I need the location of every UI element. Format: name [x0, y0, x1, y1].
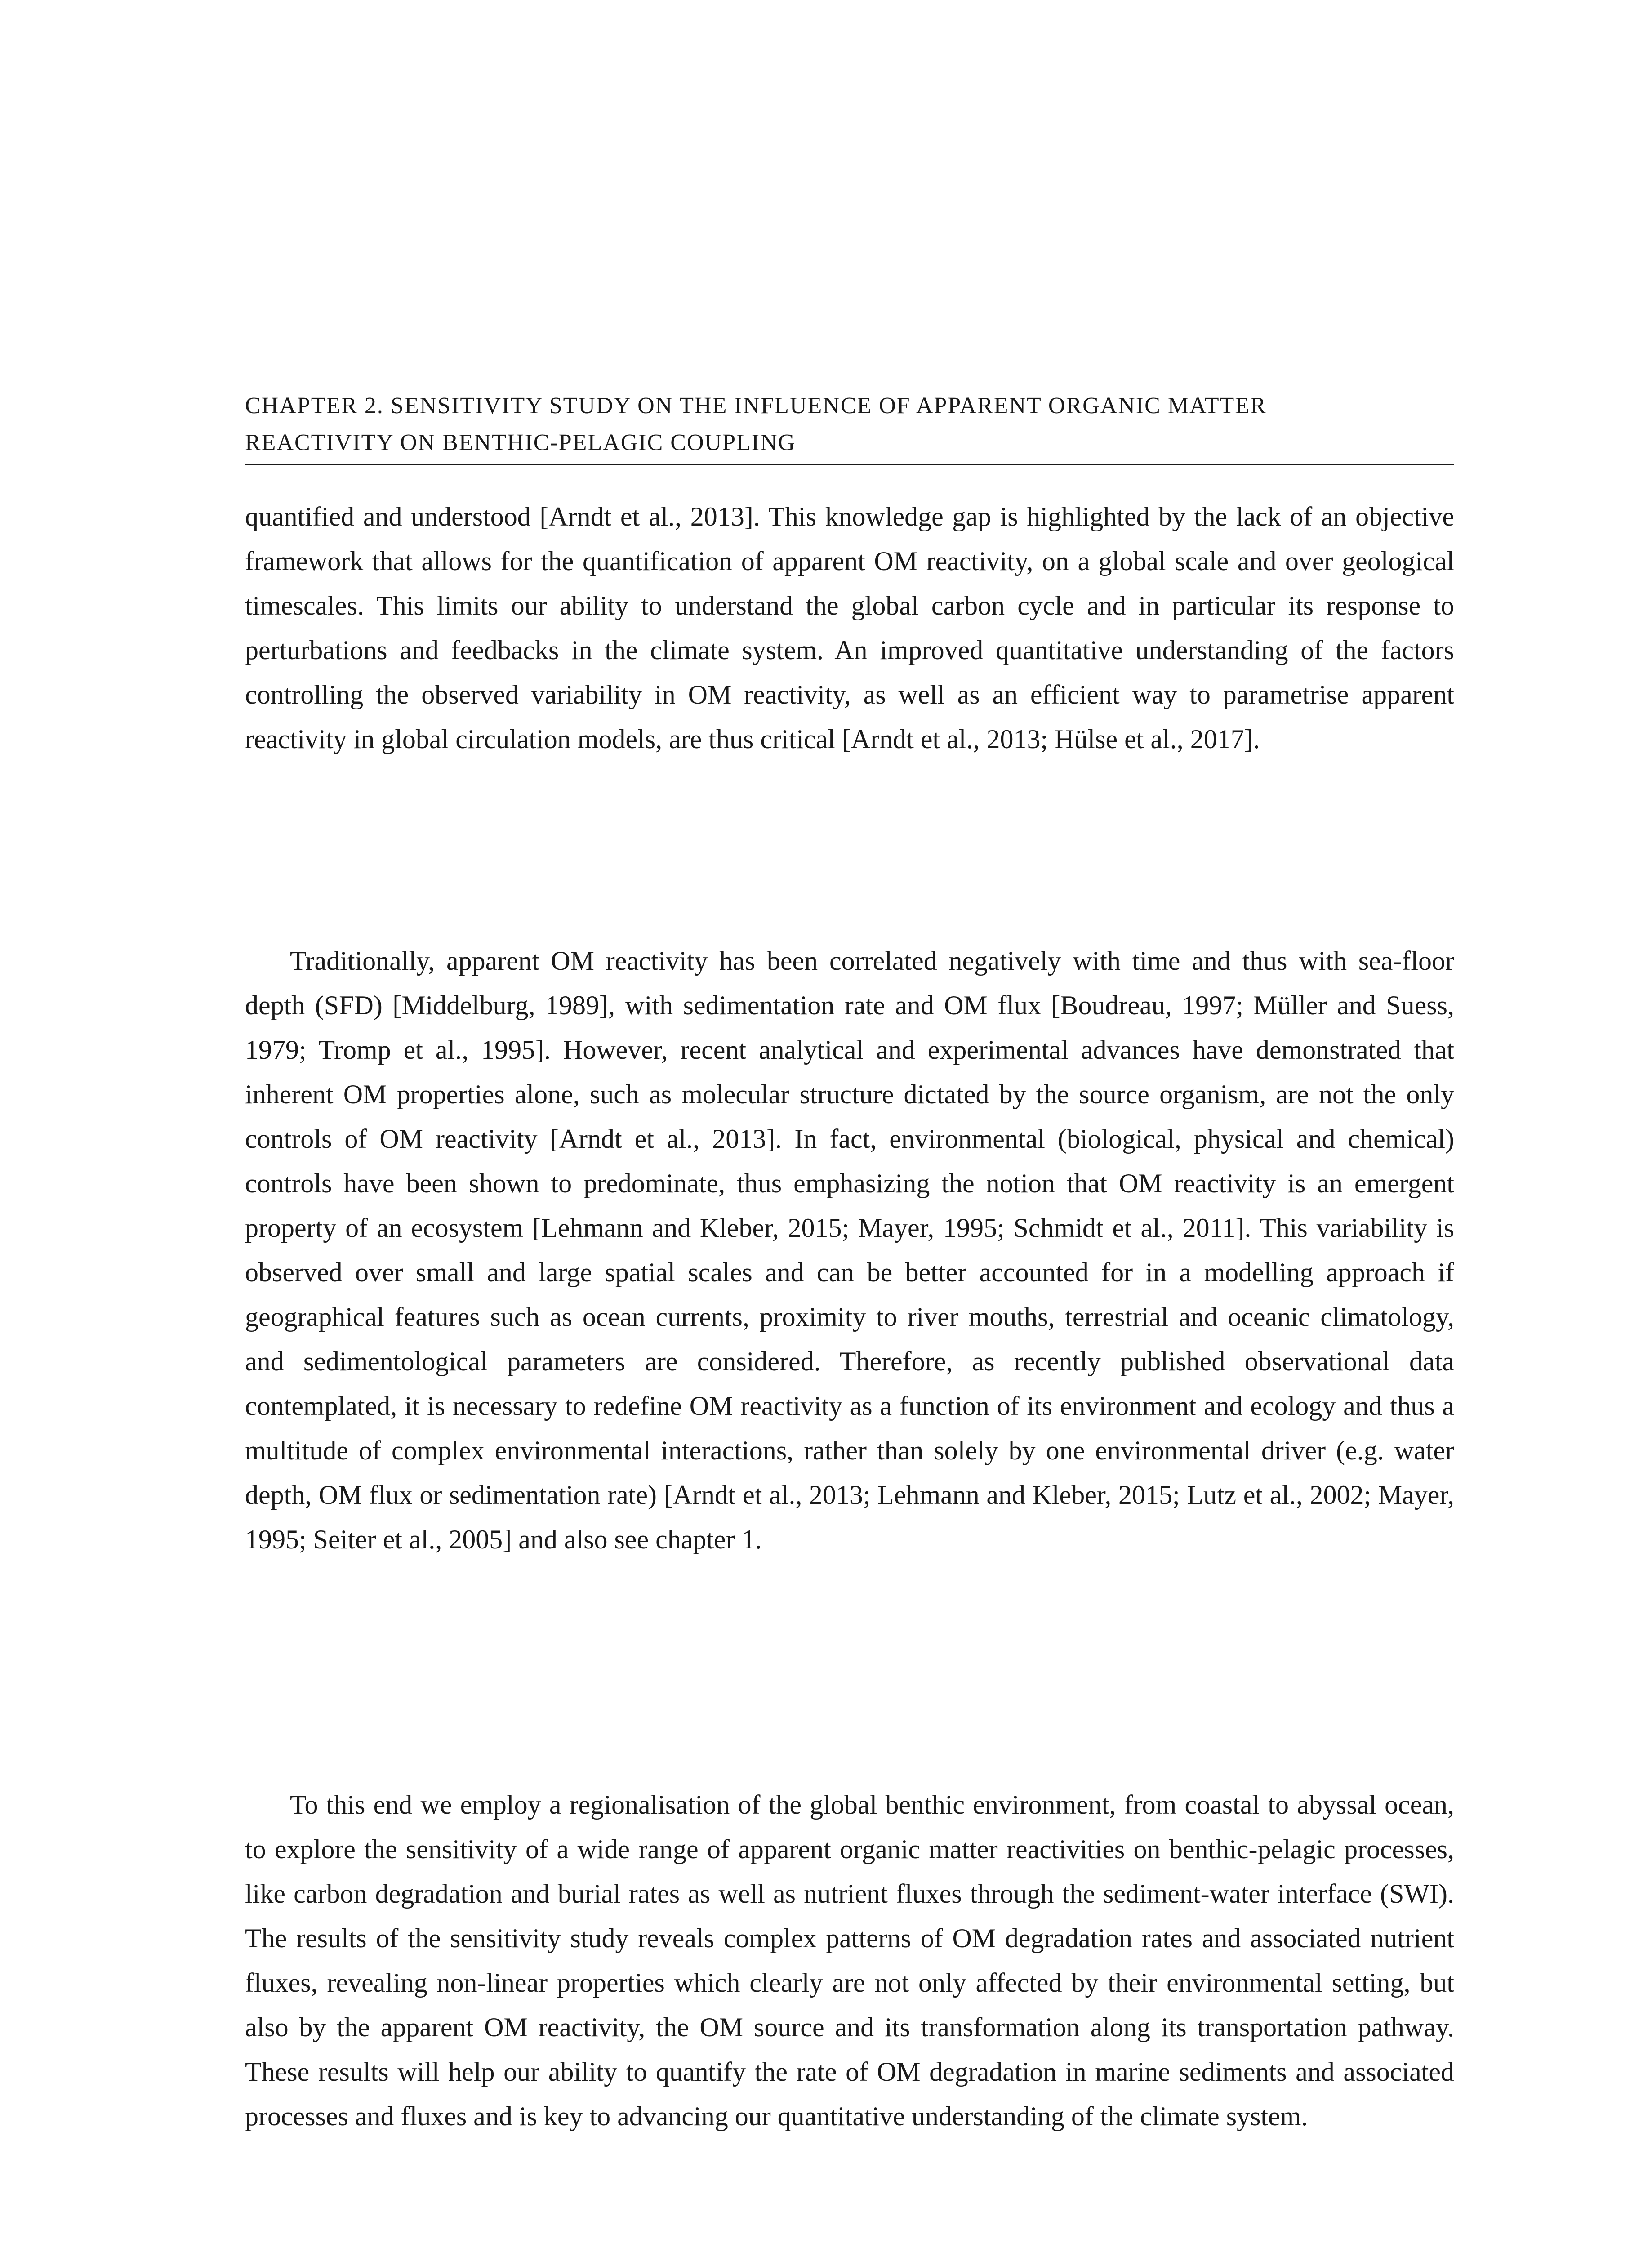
- running-header: [245, 388, 1454, 465]
- paragraph-1: quantified and understood [Arndt et al., 2013]. This knowledge gap is highlighted by the lack of an objective framework that allows for the quantification of apparent OM reactivity, on a global scale and over geological timescales. This limits our ability to understand the global carbon cycle and in particular its response to perturbations and feedbacks in the climate system. An improved quantitative understanding of the factors controlling the observed variability in OM reactivity, as well as an efficient way to parametrise apparent reactivity in global circulation models, are thus critical [Arndt et al., 2013; Hülse et al., 2017].: [245, 502, 1454, 754]
- paragraph-3: To this end we employ a regionalisation of the global benthic environment, from coastal to abyssal ocean, to explore the sensitivity of a wide range of apparent organic matter reactivities on benthic-pelagic processes, like carbon degradation and burial rates as well as nutrient fluxes through the sediment-water interface (SWI). The results of the sensitivity study reveals complex patterns of OM degradation rates and associated nutrient fluxes, revealing non-linear properties which clearly are not only affected by their environmental setting, but also by the apparent OM reactivity, the OM source and its transformation along its transportation pathway. These results will help our ability to quantify the rate of OM degradation in marine sediments and associated processes and fluxes and is key to advancing our quantitative understanding of the climate system.: [245, 1790, 1454, 2131]
- paragraph-2: Traditionally, apparent OM reactivity has been correlated negatively with time and thus with sea-floor depth (SFD) [Middelburg, 1989], with sedimentation rate and OM flux [Boudreau, 1997; Müller and Suess, 1979; Tromp et al., 1995]. However, recent analytical and experimental advances have demonstrated that inherent OM properties alone, such as molecular structure dictated by the source organism, are not the only controls of OM reactivity [Arndt et al., 2013]. In fact, environmental (biological, physical and chemical) controls have been shown to predominate, thus emphasizing the notion that OM reactivity is an emergent property of an ecosystem [Lehmann and Kleber, 2015; Mayer, 1995; Schmidt et al., 2011]. This variability is observed over small and large spatial scales and can be better accounted for in a modelling approach if geographical features such as ocean currents, proximity to river mouths, terrestrial and oceanic climatology, and sedimentological parameters are considered. Therefore, as recently published observational data contemplated, it is necessary to redefine OM reactivity as a function of its environment and ecology and thus a multitude of complex environmental interactions, rather than solely by one environmental driver (e.g. water depth, OM flux or sedimentation rate) [Arndt et al., 2013; Lehmann and Kleber, 2015; Lutz et al., 2002; Mayer, 1995; Seiter et al., 2005] and also see chapter 1.: [245, 946, 1454, 1554]
- document-page: [245, 0, 1454, 2248]
- running-header-line-1: CHAPTER 2. SENSITIVITY STUDY ON THE INFLUENCE OF APPARENT ORGANIC MATTER: [245, 393, 1267, 419]
- running-header-line-2: REACTIVITY ON BENTHIC-PELAGIC COUPLING: [245, 430, 796, 455]
